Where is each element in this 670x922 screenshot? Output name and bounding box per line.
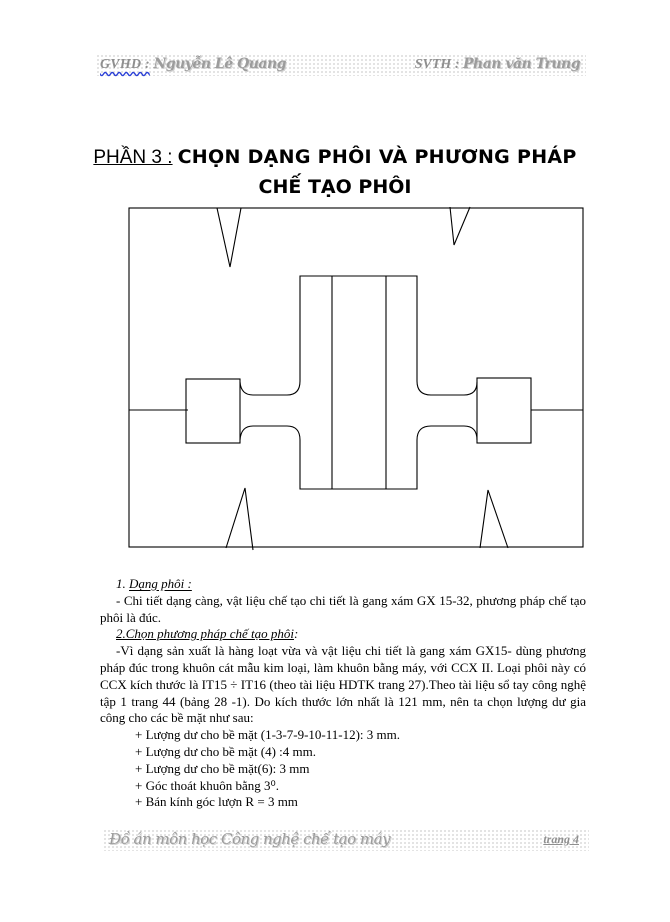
footer-course-title: Đồ án môn học Công nghệ chế tạo máy — [109, 830, 391, 848]
top-left-sprue — [217, 208, 241, 267]
section-1-heading: 1. Dạng phôi : — [116, 576, 192, 591]
left-boss — [186, 379, 240, 443]
left-neck-top — [240, 381, 300, 395]
left-neck-bottom — [240, 426, 300, 440]
right-boss — [477, 378, 531, 443]
instructor-name: Nguyễn Lê Quang — [153, 56, 286, 72]
top-right-sprue — [450, 207, 470, 245]
section-1-title: Dạng phôi : — [129, 576, 192, 591]
right-neck-top — [417, 381, 477, 395]
student-name: Phan văn Trung — [462, 56, 580, 72]
content-body — [100, 576, 586, 811]
center-body-bottom — [300, 440, 417, 489]
bottom-left-riser — [226, 488, 253, 550]
section-2-heading: 2.Chọn phương pháp chế tạo phôi: — [116, 626, 299, 642]
bullet-item: + Bán kính góc lượn R = 3 mm — [135, 794, 298, 810]
page-footer — [103, 829, 589, 851]
student-label: SVTH : — [414, 57, 460, 72]
bullet-item: + Góc thoát khuôn bằng 3⁰. — [135, 777, 279, 793]
bottom-right-riser — [480, 490, 508, 548]
title-line-1: CHỌN DẠNG PHÔI VÀ PHƯƠNG PHÁP — [177, 146, 577, 168]
section-1-text: - Chi tiết dạng càng, vật liệu chế tạo chi tiết là gang xám GX 15-32, phương pháp chế tạo phôi là đúc. — [100, 592, 586, 625]
part-number: PHẦN 3 : — [93, 147, 173, 168]
instructor-label: GVHD : — [100, 57, 150, 72]
title-line-2: CHẾ TẠO PHÔI — [258, 176, 412, 198]
right-neck-bottom — [417, 426, 477, 440]
bullet-item: + Lượng dư cho bề mặt(6): 3 mm — [135, 760, 310, 776]
bullet-item: + Lượng dư cho bề mặt (4) :4 mm. — [135, 743, 317, 759]
section-2-title: 2.Chọn phương pháp chế tạo phôi — [116, 626, 294, 642]
center-body-top — [300, 276, 417, 381]
bullet-item: + Lượng dư cho bề mặt (1-3-7-9-10-11-12): 3 mm. — [135, 727, 401, 743]
page-number: trang 4 — [543, 832, 579, 846]
section-2-text: -Vì dạng sản xuất là hàng loạt vừa và vật liệu chi tiết là gang xám GX15- dùng phương pháp đúc trong khuôn cát mẫu kim loại, làm khuôn bằng máy, với CCX II. Loại phôi này có CCX kích thước là IT15 ÷ IT16 (theo tài liệu HDTK trang 27).Theo tài liệu sổ tay công nghệ tập 1 trang 44 (bảng 28 -1). Do kích thước lớn nhất là 121 mm, nên ta chọn lượng dư gia công cho các bề mặt như sau: — [100, 643, 586, 726]
